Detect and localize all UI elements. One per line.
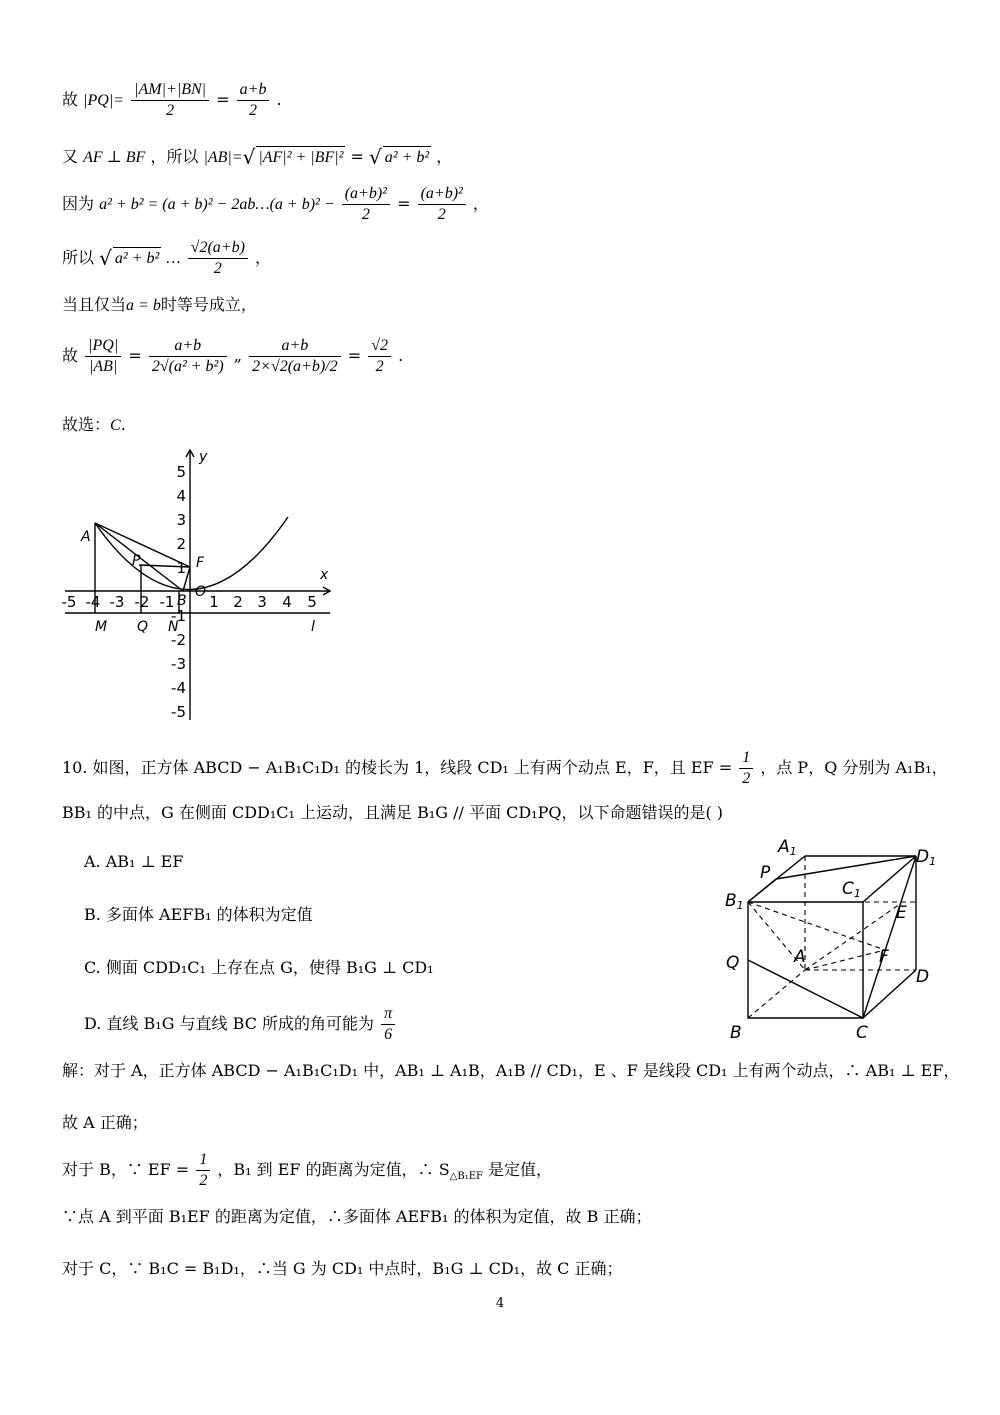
x-tick-label: -5 <box>61 593 77 611</box>
math: |PQ|= <box>83 92 125 109</box>
radical: a² + b² <box>383 146 431 169</box>
fraction: $\frac{|AM|+|BN|}{2}$ <box>131 80 209 121</box>
solution-line-2: 故 A 正确； <box>62 1113 148 1132</box>
solution-line-5: 对于 C，∵ B₁C = B₁D₁，∴当 G 为 CD₁ 中点时，B₁G ⊥ CD₁，故 C 正确； <box>62 1259 623 1278</box>
parabola-curve <box>95 517 288 590</box>
point-b-label: B <box>177 593 187 609</box>
solution-line-4: ∵点 A 到平面 B₁EF 的距离为定值，∴多面体 AEFB₁ 的体积为定值，故 B 正确； <box>62 1207 652 1226</box>
x-tick-label: 3 <box>257 593 267 611</box>
eq-line-4: 所以 √ a² + b² … $\frac{√2(a+b)}{2}$ ， <box>62 239 272 277</box>
radical: |AF|² + |BF|² <box>256 146 345 169</box>
label-a1: A1 <box>778 837 797 858</box>
y-tick-label: -3 <box>171 655 186 673</box>
label-e: E <box>896 903 907 923</box>
question-10-line-1: 10. 如图，正方体 ABCD − A₁B₁C₁D₁ 的棱长为 1，线段 CD₁ 上有两个动点 E，F，且 EF = $\frac{1}{2}$ ，点 P，Q 分别为 A₁B₁， <box>62 749 948 787</box>
point-n-label: N <box>168 619 179 635</box>
x-tick-label: 4 <box>282 593 292 611</box>
x-tick-label: 1 <box>209 593 219 611</box>
cube-figure <box>720 832 950 1044</box>
parabola-graph <box>55 445 345 725</box>
point-a-label: A <box>81 529 91 545</box>
y-tick-label: -5 <box>171 703 186 721</box>
option-d: D. 直线 B₁G 与直线 BC 所成的角可能为 $\frac{\pi}{6}$ <box>84 1004 397 1045</box>
y-tick-label: 5 <box>176 463 186 481</box>
x-axis-label: x <box>320 567 329 583</box>
eq-line-5: 当且仅当a = b时等号成立， <box>62 295 257 314</box>
eq-line-2: 又 AF ⊥ BF ，所以 |AB|=√ |AF|² + |BF|² = √ a² + b² ， <box>62 145 453 169</box>
point-m-label: M <box>95 619 108 635</box>
x-tick-label: -2 <box>134 593 150 611</box>
y-tick-label: -2 <box>171 631 186 649</box>
line-l-label: l <box>311 619 315 635</box>
option-b: B. 多面体 AEFB₁ 的体积为定值 <box>84 905 313 924</box>
solution-line-1: 解：对于 A，正方体 ABCD − A₁B₁C₁D₁ 中，AB₁ ⊥ A₁B，A₁B // CD₁，E 、F 是线段 CD₁ 上有两个动点，∴ AB₁ ⊥ EF， <box>62 1061 960 1080</box>
point-o-label: O <box>195 584 207 600</box>
x-tick-label: 5 <box>307 593 317 611</box>
label-f: F <box>879 947 889 967</box>
question-10-line-2: BB₁ 的中点，G 在侧面 CDD₁C₁ 上运动，且满足 B₁G // 平面 CD₁PQ，以下命题错误的是( ) <box>62 803 724 822</box>
y-tick-label: 2 <box>176 535 186 553</box>
y-tick-label: 1 <box>176 559 186 577</box>
label-c1: C1 <box>842 879 861 900</box>
label-d1: D1 <box>916 847 937 868</box>
text: 故 <box>62 90 79 109</box>
x-tick-label: 2 <box>233 593 243 611</box>
y-axis-label: y <box>199 449 208 465</box>
fraction: $\frac{a+b}{2}$ <box>237 80 270 121</box>
x-tick-label: -4 <box>85 593 101 611</box>
label-d: D <box>916 967 930 987</box>
option-c: C. 侧面 CDD₁C₁ 上存在点 G，使得 B₁G ⊥ CD₁ <box>84 958 434 977</box>
eq-line-1: 故 |PQ|= $\frac{|AM|+|BN|}{2}$ = $\frac{a+b}{2}$ . <box>62 81 282 119</box>
hidden-line-af <box>805 950 885 970</box>
point-p-label: P <box>132 553 141 569</box>
segment-pd1 <box>776 856 916 879</box>
y-tick-label: -4 <box>171 679 186 697</box>
point-f-label: F <box>196 555 205 571</box>
x-tick-label: -1 <box>159 593 175 611</box>
label-c: C <box>856 1023 868 1043</box>
label-b: B <box>730 1023 742 1043</box>
y-tick-label: -1 <box>171 607 186 625</box>
label-q: Q <box>726 953 740 973</box>
solution-line-3: 对于 B，∵ EF = $\frac{1}{2}$ ，B₁ 到 EF 的距离为定值，∴ $S_{\triangle B_1EF}$ 是定值， <box>62 1151 553 1189</box>
hidden-edge-ba <box>748 970 805 1018</box>
label-p: P <box>760 863 771 883</box>
x-tick-label: -3 <box>109 593 125 611</box>
label-a: A <box>794 947 806 967</box>
option-a: A. AB₁ ⊥ EF <box>84 852 184 871</box>
eq-line-3: 因为 a² + b² = (a + b)² − 2ab…(a + b)² − $\frac{\text{(a+b)²}}{2}$ = $\frac{\text{(a+b)²}}{2}$ ， <box>62 185 489 223</box>
label-b1: B1 <box>725 891 744 912</box>
page-number: 4 <box>495 1296 505 1311</box>
y-tick-label: 3 <box>176 511 186 529</box>
eq-line-6: 故 $\frac{|PQ|}{|AB|}$ = $\frac{a+b}{\text{2√(a² + b²)}}$ „ $\frac{a+b}{2\times√2(a+b)/2}$ = $\frac{√2}{2}$ . <box>62 337 404 375</box>
y-tick-label: 4 <box>176 487 186 505</box>
point-q-label: Q <box>137 619 149 635</box>
math: AF ⊥ BF <box>83 149 146 166</box>
eq-line-7: 故选：C. <box>62 415 126 434</box>
